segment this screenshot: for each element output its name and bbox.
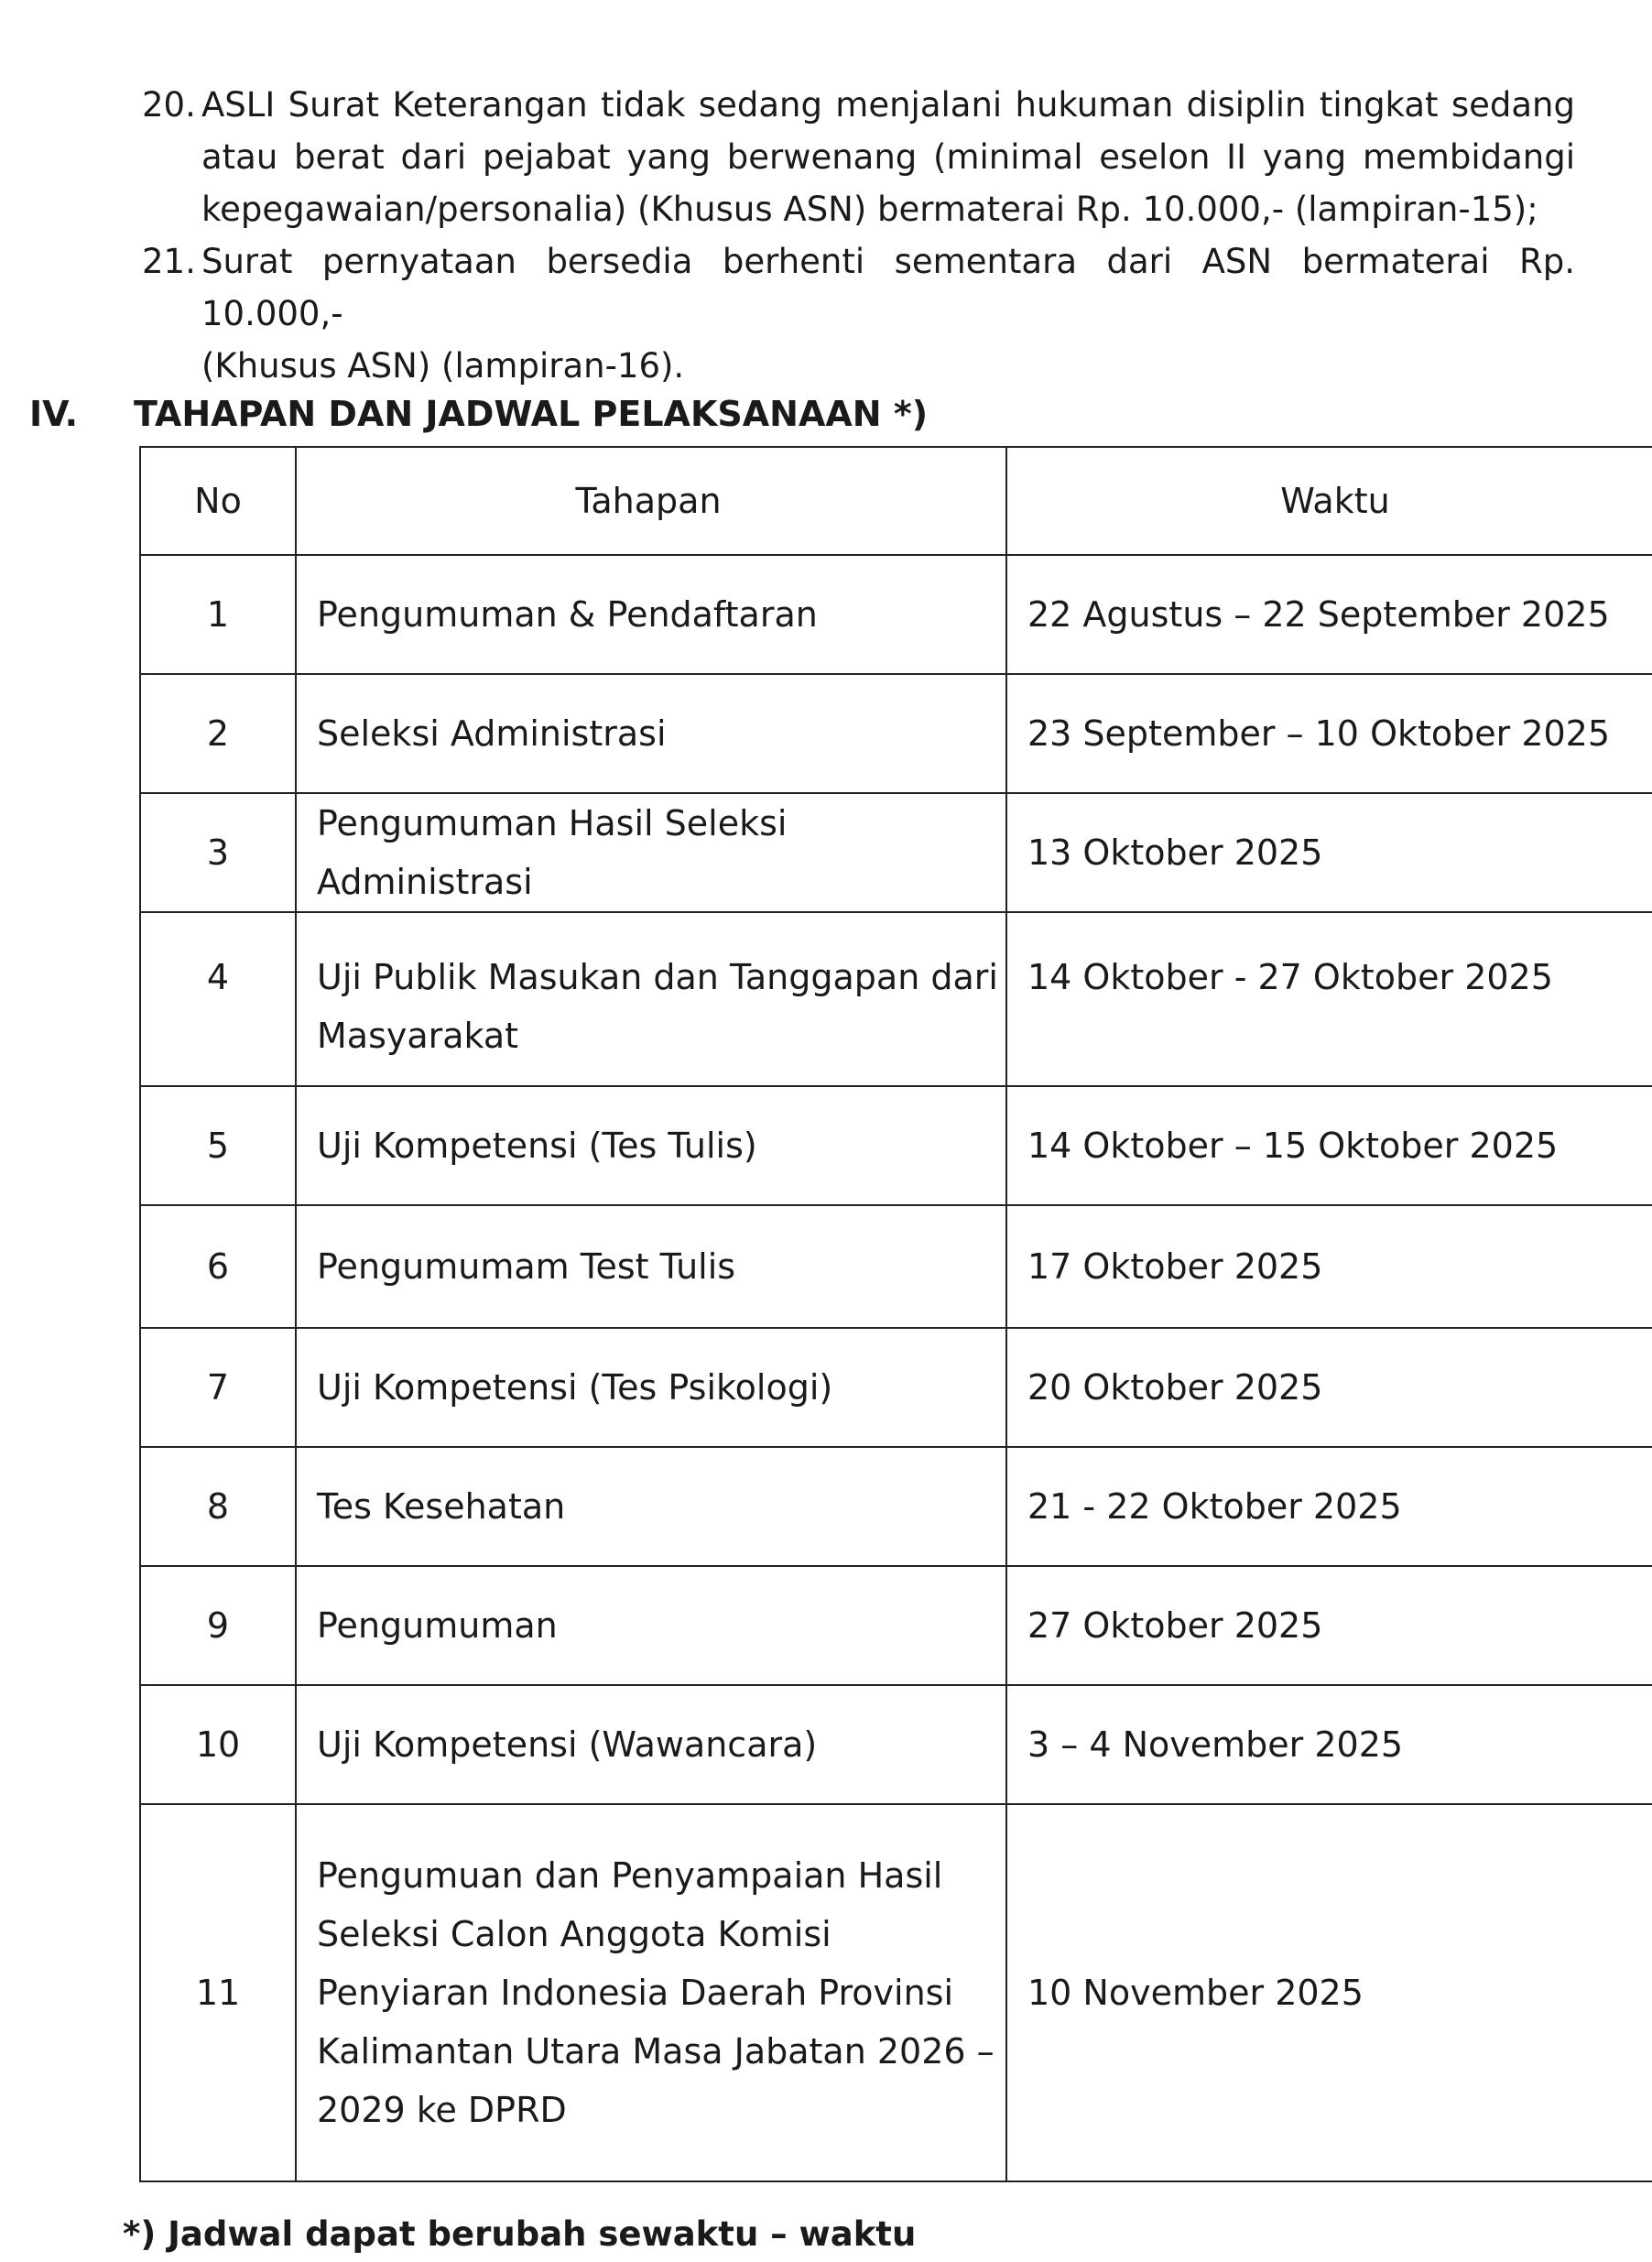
table-row — [140, 1086, 1652, 1205]
row-time: 17 Oktober 2025 — [1006, 1205, 1652, 1328]
requirement-text-line: atau berat dari pejabat yang berwenang (minimal eselon II yang membidangi — [201, 137, 1575, 177]
row-number: 1 — [140, 555, 296, 674]
row-stage: Pengumuman & Pendaftaran — [296, 555, 1006, 674]
footnote: *) Jadwal dapat berubah sewaktu – waktu — [123, 2214, 917, 2254]
table-row — [140, 1328, 1652, 1447]
requirements-list — [142, 79, 1575, 392]
row-time: 13 Oktober 2025 — [1006, 793, 1652, 912]
table-row — [140, 1685, 1652, 1804]
header-time: Waktu — [1006, 447, 1652, 555]
requirement-text-line: (Khusus ASN) (lampiran-16). — [201, 346, 685, 386]
row-number: 10 — [140, 1685, 296, 1804]
row-stage: Uji Kompetensi (Tes Psikologi) — [296, 1328, 1006, 1447]
header-stage: Tahapan — [296, 447, 1006, 555]
requirement-item-21 — [142, 235, 1575, 392]
requirement-item-20 — [142, 79, 1575, 235]
table-row — [140, 793, 1652, 912]
schedule-table — [139, 446, 1652, 2182]
row-time: 3 – 4 November 2025 — [1006, 1685, 1652, 1804]
row-stage: Tes Kesehatan — [296, 1447, 1006, 1566]
table-row — [140, 674, 1652, 793]
row-time: 23 September – 10 Oktober 2025 — [1006, 674, 1652, 793]
table-row — [140, 1566, 1652, 1685]
row-stage: Uji Publik Masukan dan Tanggapan dari Masyarakat — [296, 912, 1006, 1086]
row-time: 21 - 22 Oktober 2025 — [1006, 1447, 1652, 1566]
row-time: 20 Oktober 2025 — [1006, 1328, 1652, 1447]
row-number: 7 — [140, 1328, 296, 1447]
section-heading — [29, 388, 928, 440]
row-stage: Uji Kompetensi (Wawancara) — [296, 1685, 1006, 1804]
row-number: 4 — [140, 912, 296, 1086]
table-row — [140, 1205, 1652, 1328]
row-number: 11 — [140, 1804, 296, 2181]
requirement-text-line: Surat pernyataan bersedia berhenti sementara dari ASN bermaterai Rp. 10.000,- — [201, 242, 1575, 333]
table-row — [140, 912, 1652, 1086]
row-number: 5 — [140, 1086, 296, 1205]
row-number: 8 — [140, 1447, 296, 1566]
requirement-text-line: ASLI Surat Keterangan tidak sedang menjalani hukuman disiplin tingkat sedang — [201, 85, 1575, 125]
row-stage: Pengumuman — [296, 1566, 1006, 1685]
row-stage: Pengumumam Test Tulis — [296, 1205, 1006, 1328]
requirement-text-line: kepegawaian/personalia) (Khusus ASN) bermaterai Rp. 10.000,- (lampiran-15); — [201, 190, 1538, 229]
table-row — [140, 1804, 1652, 2181]
row-stage: Pengumuman Hasil Seleksi Administrasi — [296, 793, 1006, 912]
header-no: No — [140, 447, 296, 555]
row-stage: Pengumuan dan Penyampaian Hasil Seleksi Calon Anggota Komisi Penyiaran Indonesia Daerah Provinsi Kalimantan Utara Masa Jabatan 2026 – 2029 ke DPRD — [296, 1804, 1006, 2181]
section-number: IV. — [29, 394, 79, 434]
row-time: 10 November 2025 — [1006, 1804, 1652, 2181]
row-time: 14 Oktober - 27 Oktober 2025 — [1006, 912, 1652, 1086]
section-title: TAHAPAN DAN JADWAL PELAKSANAAN *) — [134, 394, 929, 434]
table-row — [140, 555, 1652, 674]
row-stage: Seleksi Administrasi — [296, 674, 1006, 793]
row-number: 3 — [140, 793, 296, 912]
requirement-number: 20. — [142, 85, 196, 125]
table-row — [140, 1447, 1652, 1566]
requirement-number: 21. — [142, 242, 196, 281]
row-time: 14 Oktober – 15 Oktober 2025 — [1006, 1086, 1652, 1205]
row-stage: Uji Kompetensi (Tes Tulis) — [296, 1086, 1006, 1205]
row-number: 6 — [140, 1205, 296, 1328]
row-time: 27 Oktober 2025 — [1006, 1566, 1652, 1685]
row-number: 9 — [140, 1566, 296, 1685]
row-number: 2 — [140, 674, 296, 793]
row-time: 22 Agustus – 22 September 2025 — [1006, 555, 1652, 674]
table-header-row — [140, 447, 1652, 555]
